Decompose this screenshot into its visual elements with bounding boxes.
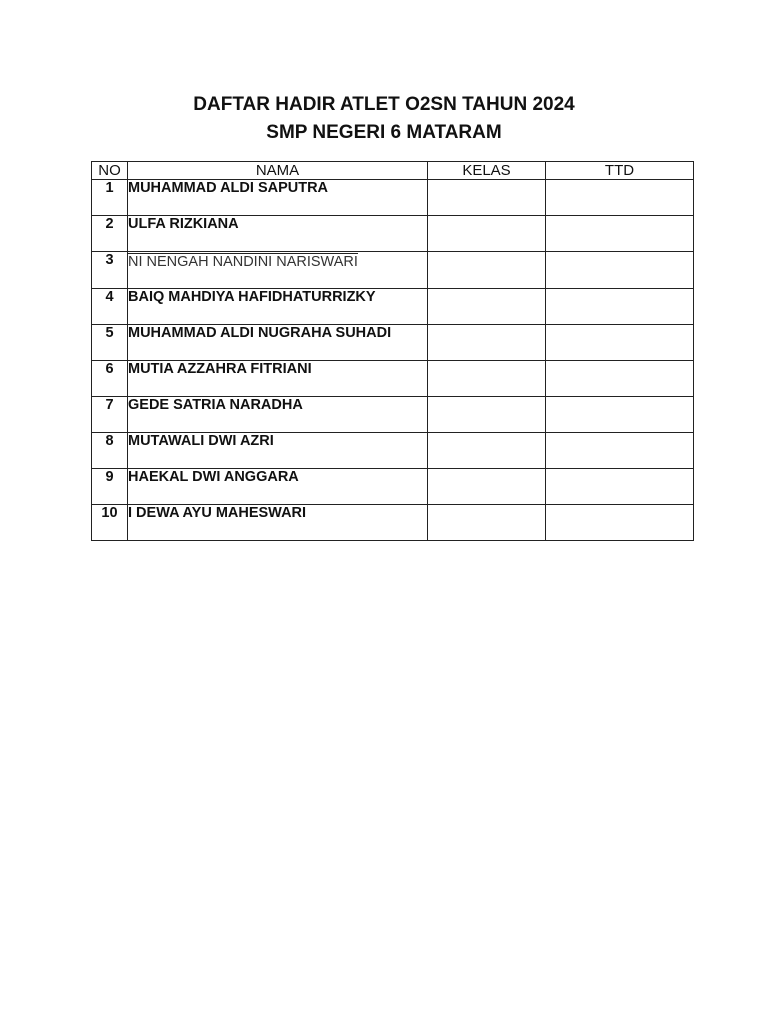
document-title: DAFTAR HADIR ATLET O2SN TAHUN 2024 xyxy=(193,94,575,115)
athlete-name: GEDE SATRIA NARADHA xyxy=(128,397,428,433)
row-number: 2 xyxy=(92,216,128,252)
kelas-cell[interactable] xyxy=(428,361,546,397)
row-number: 1 xyxy=(92,180,128,216)
row-number: 7 xyxy=(92,397,128,433)
athlete-name: NI NENGAH NANDINI NARISWARI xyxy=(128,254,358,270)
signature-cell[interactable] xyxy=(546,505,694,541)
attendance-table xyxy=(91,161,694,541)
kelas-cell[interactable] xyxy=(428,289,546,325)
table-row xyxy=(92,433,694,469)
column-header-kelas: KELAS xyxy=(428,162,546,180)
athlete-name-cell xyxy=(128,252,428,289)
signature-cell[interactable] xyxy=(546,252,694,289)
athlete-name: MUTIA AZZAHRA FITRIANI xyxy=(128,361,428,397)
table-row xyxy=(92,397,694,433)
signature-cell[interactable] xyxy=(546,433,694,469)
document-subtitle: SMP NEGERI 6 MATARAM xyxy=(266,122,502,143)
table-row xyxy=(92,216,694,252)
signature-cell[interactable] xyxy=(546,397,694,433)
table-row xyxy=(92,325,694,361)
kelas-cell[interactable] xyxy=(428,180,546,216)
table-header-row xyxy=(92,162,694,180)
signature-cell[interactable] xyxy=(546,216,694,252)
athlete-name: ULFA RIZKIANA xyxy=(128,216,428,252)
table-row xyxy=(92,469,694,505)
athlete-name: MUTAWALI DWI AZRI xyxy=(128,433,428,469)
athlete-name: MUHAMMAD ALDI SAPUTRA xyxy=(128,180,428,216)
row-number: 8 xyxy=(92,433,128,469)
column-header-ttd: TTD xyxy=(546,162,694,180)
kelas-cell[interactable] xyxy=(428,397,546,433)
signature-cell[interactable] xyxy=(546,325,694,361)
kelas-cell[interactable] xyxy=(428,433,546,469)
row-number: 5 xyxy=(92,325,128,361)
athlete-name: I DEWA AYU MAHESWARI xyxy=(128,505,428,541)
signature-cell[interactable] xyxy=(546,289,694,325)
table-row xyxy=(92,252,694,289)
row-number: 9 xyxy=(92,469,128,505)
table-row xyxy=(92,289,694,325)
table-row xyxy=(92,180,694,216)
kelas-cell[interactable] xyxy=(428,505,546,541)
table-row xyxy=(92,505,694,541)
athlete-name: BAIQ MAHDIYA HAFIDHATURRIZKY xyxy=(128,289,428,325)
kelas-cell[interactable] xyxy=(428,469,546,505)
row-number: 4 xyxy=(92,289,128,325)
row-number: 3 xyxy=(92,252,128,289)
signature-cell[interactable] xyxy=(546,361,694,397)
kelas-cell[interactable] xyxy=(428,252,546,289)
signature-cell[interactable] xyxy=(546,180,694,216)
kelas-cell[interactable] xyxy=(428,325,546,361)
signature-cell[interactable] xyxy=(546,469,694,505)
kelas-cell[interactable] xyxy=(428,216,546,252)
column-header-nama: NAMA xyxy=(128,162,428,180)
row-number: 6 xyxy=(92,361,128,397)
column-header-no: NO xyxy=(92,162,128,180)
row-number: 10 xyxy=(92,505,128,541)
table-row xyxy=(92,361,694,397)
athlete-name: MUHAMMAD ALDI NUGRAHA SUHADI xyxy=(128,325,428,361)
athlete-name: HAEKAL DWI ANGGARA xyxy=(128,469,428,505)
